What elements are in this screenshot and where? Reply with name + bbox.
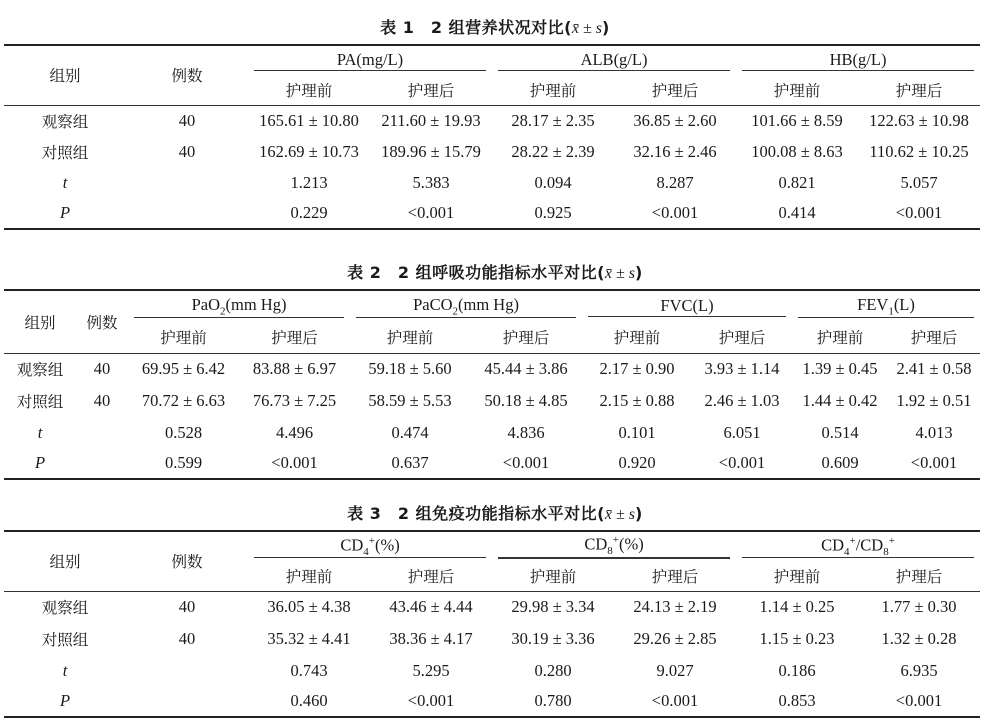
row-label: 观察组 [41,599,89,618]
table-cell: 5.383 [412,172,450,192]
row-label: t [37,422,43,442]
table-cell: 0.514 [821,422,859,442]
table-cell: 101.66 ± 8.59 [751,110,843,130]
table2-sub-header: 护理前 [582,322,692,353]
table2-sub-header: 护理前 [350,322,470,353]
table-cell: 0.528 [164,422,203,442]
table3-header-row-1 [4,531,980,561]
table2-header-row-2 [4,322,980,353]
table3-metric-sub: 8 [883,545,889,558]
table1-sub-header: 护理前 [736,75,858,105]
table-cell: <0.001 [858,198,980,229]
row-count: 40 [93,359,111,379]
table2-metric-fvc [582,290,792,322]
table-cell: 0.925 [492,198,614,229]
table1-caption-text: 表 1 2 组营养状况对比( [380,18,572,37]
table3-sub-header: 护理前 [736,561,858,591]
table2-metric-sub: 2 [219,305,226,318]
table2-metric-label: PaCO [413,294,453,314]
table-row [4,385,980,417]
table1-sub-header: 护理后 [858,75,980,105]
row-count: 40 [178,629,196,648]
table2-sub-header: 护理后 [239,322,350,353]
table2 [4,289,980,480]
table-cell: 1.77 ± 0.30 [881,597,957,617]
table2-metric-label: PaO [191,294,220,314]
table2-metric-unit: (mm Hg) [225,294,287,314]
table-cell: <0.001 [370,198,492,229]
table3-metric-sup: + [368,534,375,547]
row-count: 40 [93,391,111,410]
table2-sub-header: 护理后 [470,322,582,353]
table-cell: 0.920 [582,448,692,479]
table-cell: 59.18 ± 5.60 [368,359,452,379]
table-cell: 2.17 ± 0.90 [599,359,675,379]
table-cell: 4.836 [507,422,545,442]
table3-metric-unit: (%) [618,534,644,554]
table1-sub-header: 护理后 [370,75,492,105]
table-cell: <0.001 [239,448,350,479]
table1-metric-alb-label: ALB(g/L) [580,50,648,69]
table-cell: 35.32 ± 4.41 [267,629,351,648]
table1-caption-formula: x̄ ± s [571,20,603,37]
row-count [126,655,248,686]
row-label: t [62,172,68,192]
table-cell: 0.474 [391,422,429,442]
table-cell: <0.001 [614,686,736,717]
table-cell: 69.95 ± 6.42 [141,359,226,379]
table-row [4,136,980,167]
table-cell: 58.59 ± 5.53 [368,391,452,410]
table-cell: 1.92 ± 0.51 [896,391,972,410]
table-cell: 30.19 ± 3.36 [511,629,595,648]
table1-metric-pa [248,45,492,75]
table-cell: 32.16 ± 2.46 [633,141,717,161]
table-cell: 29.26 ± 2.85 [633,629,717,648]
table-cell: 0.101 [618,422,656,442]
table-cell: 83.88 ± 6.97 [252,359,337,379]
table-cell: 1.32 ± 0.28 [881,629,957,648]
table2-metric-sub: 1 [888,305,894,318]
table3 [4,530,980,718]
table-cell: 29.98 ± 3.34 [511,597,595,617]
table-cell: <0.001 [858,686,980,717]
table-row [4,167,980,198]
table-cell: <0.001 [692,448,792,479]
table3-sub-header: 护理后 [858,561,980,591]
table-cell: 0.460 [248,686,370,717]
table3-caption-text: 表 3 2 组免疫功能指标水平对比( [347,504,605,523]
table2-sub-header: 护理前 [128,322,239,353]
table-cell: <0.001 [370,686,492,717]
table-cell: 0.599 [128,448,239,479]
row-count [126,167,248,198]
table-cell: 165.61 ± 10.80 [259,110,359,130]
table-cell: 43.46 ± 4.44 [389,597,473,617]
row-label: P [4,686,126,717]
row-label: P [4,198,126,229]
table1-metric-alb [492,45,736,75]
table-cell: 0.743 [290,660,328,680]
table-cell: 36.85 ± 2.60 [633,110,717,130]
table-cell: 24.13 ± 2.19 [633,597,717,617]
row-label: 对照组 [16,393,64,411]
table2-metric-pao2 [128,290,350,322]
row-label: 对照组 [41,631,89,649]
table-cell: 70.72 ± 6.63 [141,391,226,410]
table2-metric-fev1 [792,290,980,322]
table-cell: 189.96 ± 15.79 [381,141,481,161]
table-cell: 50.18 ± 4.85 [484,391,568,410]
table1-sub-header: 护理前 [248,75,370,105]
table-cell: 2.46 ± 1.03 [704,391,780,410]
table-row [4,623,980,655]
table3-metric-cd4 [248,531,492,561]
table2-caption-suffix: ) [635,263,643,282]
table-cell: 100.08 ± 8.63 [751,141,843,161]
row-label: P [4,448,76,479]
table-cell: 1.39 ± 0.45 [802,359,878,379]
table-cell: 9.027 [656,660,694,680]
table2-sub-header: 护理后 [888,322,980,353]
table1-metric-pa-label: PA(mg/L) [336,50,404,69]
table3-sub-header: 护理前 [492,561,614,591]
table-cell: 0.094 [534,172,572,192]
table3-metric-sub: 8 [607,544,613,557]
table-cell: 122.63 ± 10.98 [869,110,969,130]
table2-metric-label: FEV [857,294,889,314]
table1-metric-hb-label: HB(g/L) [829,50,887,69]
table2-metric-unit: (L) [893,294,915,314]
table-cell: 2.15 ± 0.88 [599,391,675,410]
table-cell: 38.36 ± 4.17 [389,629,473,648]
table-cell: 110.62 ± 10.25 [869,141,969,161]
table3-metric-ratio [736,531,980,561]
table-cell: 28.17 ± 2.35 [511,110,595,130]
table-cell: 0.609 [792,448,888,479]
row-count [126,198,248,229]
table3-metric-sup: + [849,534,856,547]
table3-metric-sup: + [612,534,619,547]
table3-metric-cd8 [492,531,736,561]
table3-metric-label: CD [821,535,844,555]
table3-metric-label: CD [340,535,364,555]
table1-header-group: 组别 [4,45,126,105]
table-cell: 5.057 [900,172,938,192]
table2-metric-label: FVC(L) [660,296,714,315]
table-cell: 45.44 ± 3.86 [484,359,568,379]
table2-header-count: 例数 [76,290,128,353]
row-count [126,686,248,717]
row-count [76,448,128,479]
table-cell: 0.280 [534,660,572,680]
table-row [4,591,980,623]
table-row [4,198,980,229]
row-label: 观察组 [41,112,89,131]
table3-metric-label: CD [584,534,608,554]
table3-sub-header: 护理后 [370,561,492,591]
row-label: t [62,660,68,680]
table1-sub-header: 护理前 [492,75,614,105]
row-count: 40 [178,110,196,130]
table-cell: 1.213 [290,172,328,192]
table2-caption-formula: x̄ ± s [604,265,636,282]
table-row [4,105,980,136]
table-row [4,686,980,717]
row-count: 40 [178,141,196,161]
table1-metric-hb [736,45,980,75]
table3-sub-header: 护理后 [614,561,736,591]
table-cell: 36.05 ± 4.38 [267,597,351,617]
table3-caption [0,504,990,525]
row-count: 40 [178,597,196,617]
table-cell: 1.15 ± 0.23 [759,629,835,648]
row-count [76,417,128,448]
table1-caption [0,18,990,39]
table-cell: 1.14 ± 0.25 [759,597,835,617]
table3-header-count: 例数 [126,531,248,591]
table-row [4,448,980,479]
table3-metric-sup: + [888,534,895,547]
table3-sub-header: 护理前 [248,561,370,591]
table-cell: 28.22 ± 2.39 [511,141,595,161]
table2-sub-header: 护理前 [792,322,888,353]
table3-metric-sub: 4 [363,545,369,558]
table2-caption [0,263,990,284]
table2-metric-unit: (mm Hg) [457,294,519,314]
table-cell: 0.414 [736,198,858,229]
table2-caption-text: 表 2 2 组呼吸功能指标水平对比( [347,263,605,282]
table-cell: 5.295 [412,660,450,680]
table-cell: <0.001 [470,448,582,479]
table1-header-count: 例数 [126,45,248,105]
table1 [4,44,980,230]
table2-metric-paco2 [350,290,582,322]
table3-metric-sub: 4 [843,545,850,558]
table-cell: 2.41 ± 0.58 [896,359,972,379]
table3-caption-formula: x̄ ± s [604,506,636,523]
table1-caption-suffix: ) [602,18,610,37]
table-cell: 6.051 [723,422,761,442]
table-cell: 0.229 [248,198,370,229]
table-cell: 8.287 [656,172,694,192]
table2-header-row-1 [4,290,980,322]
row-label: 观察组 [16,361,64,380]
table-cell: 0.186 [778,660,816,680]
table1-sub-header: 护理后 [614,75,736,105]
table-row [4,655,980,686]
table2-header-group: 组别 [4,290,76,353]
table2-metric-sub: 2 [452,305,458,318]
table-cell: 3.93 ± 1.14 [704,359,780,379]
table-cell: <0.001 [888,448,980,479]
table3-metric-unit: (%) [374,535,400,555]
table-cell: 211.60 ± 19.93 [381,110,481,130]
table2-sub-header: 护理后 [692,322,792,353]
table-cell: 1.44 ± 0.42 [802,391,878,410]
table-cell: 0.780 [492,686,614,717]
table-cell: 162.69 ± 10.73 [259,141,359,161]
table3-header-group: 组别 [4,531,126,591]
table-cell: 6.935 [900,660,938,680]
table3-caption-suffix: ) [635,504,643,523]
table-row [4,417,980,448]
table-cell: 76.73 ± 7.25 [252,391,337,410]
table-row [4,353,980,385]
table1-header-row-1 [4,45,980,75]
table-cell: <0.001 [614,198,736,229]
table-cell: 0.637 [350,448,470,479]
table-cell: 4.013 [915,422,953,442]
row-label: 对照组 [41,143,89,162]
table-cell: 0.853 [736,686,858,717]
table-cell: 4.496 [275,422,314,442]
table-cell: 0.821 [778,172,816,192]
table3-metric-unit: /CD [855,535,884,555]
